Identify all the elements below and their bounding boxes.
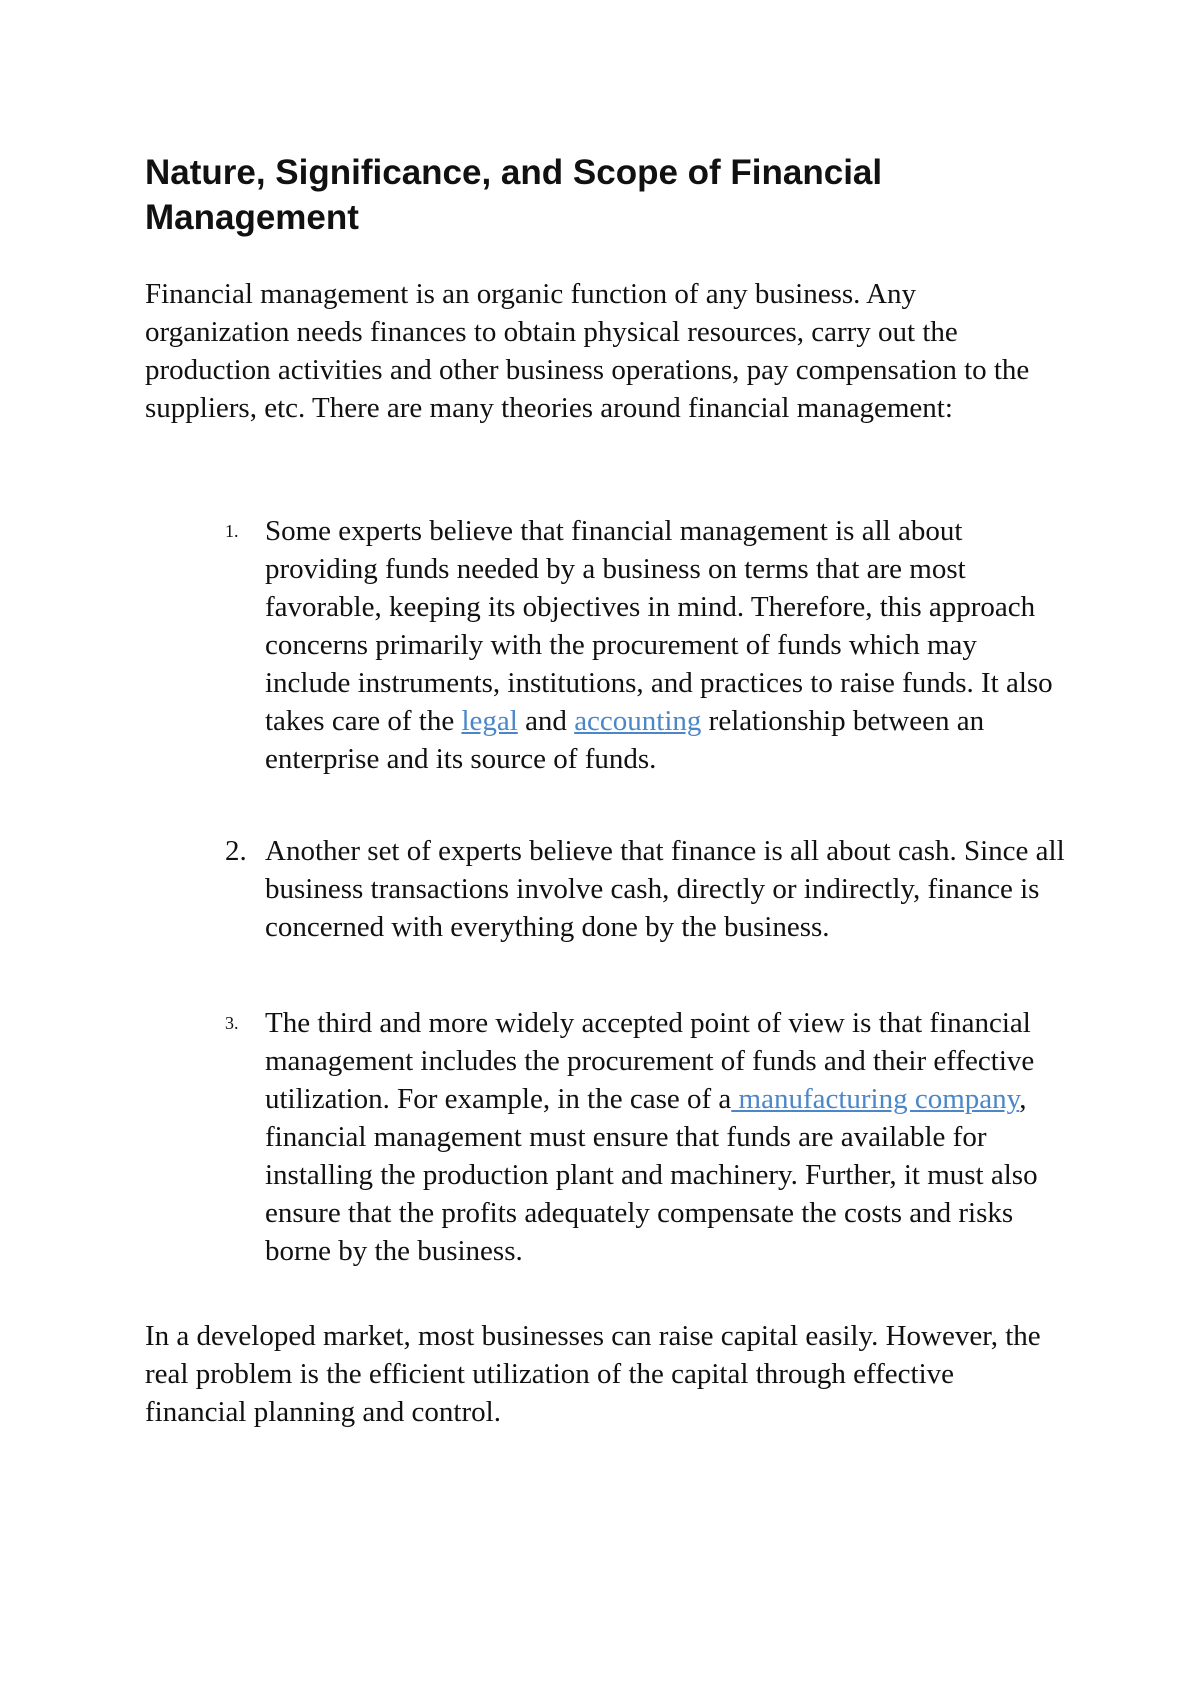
intro-paragraph: Financial management is an organic function of any business. Any organization needs finances to obtain physical resources, carry out the production activities and other business operations, pay compensation to the suppliers, etc. There are many theories around financial management:: [145, 278, 1030, 424]
list-item: [225, 832, 1065, 946]
list-item-text: and: [517, 705, 575, 737]
list-item: [225, 1004, 1065, 1270]
legal-link[interactable]: legal: [461, 705, 518, 737]
list-item-text: relationship between an enterprise and its source of funds.: [265, 705, 985, 775]
manufacturing-company-link[interactable]: manufacturing company: [731, 1083, 1020, 1115]
list-item: [225, 512, 1065, 778]
page-title: Nature, Significance, and Scope of Financial Management: [145, 153, 883, 237]
list-item-text: Another set of experts believe that finance is all about cash. Since all business transactions involve cash, directly or indirectly, finance is concerned with everything done by the business.: [265, 835, 1065, 943]
list-item-text: Some experts believe that financial management is all about providing funds needed by a business on terms that are most favorable, keeping its objectives in mind. Therefore, this approach concerns primarily with the procurement of funds which may include instruments, institutions, and practices to raise funds. It also takes care of the: [265, 515, 1053, 737]
list-item-text: , financial management must ensure that funds are available for installing the production plant and machinery. Further, it must also ensure that the profits adequately compensate the costs and risks borne by the business.: [265, 1083, 1038, 1267]
list-number: 1.: [225, 521, 239, 541]
list-number: 3.: [225, 1013, 239, 1033]
closing-paragraph: In a developed market, most businesses can raise capital easily. However, the real problem is the efficient utilization of the capital through effective financial planning and control.: [145, 1320, 1041, 1428]
list-item-text: The third and more widely accepted point of view is that financial management includes the procurement of funds and their effective utilization. For example, in the case of a: [265, 1007, 1035, 1115]
list-number: 2.: [225, 835, 247, 867]
accounting-link[interactable]: accounting: [574, 705, 702, 737]
